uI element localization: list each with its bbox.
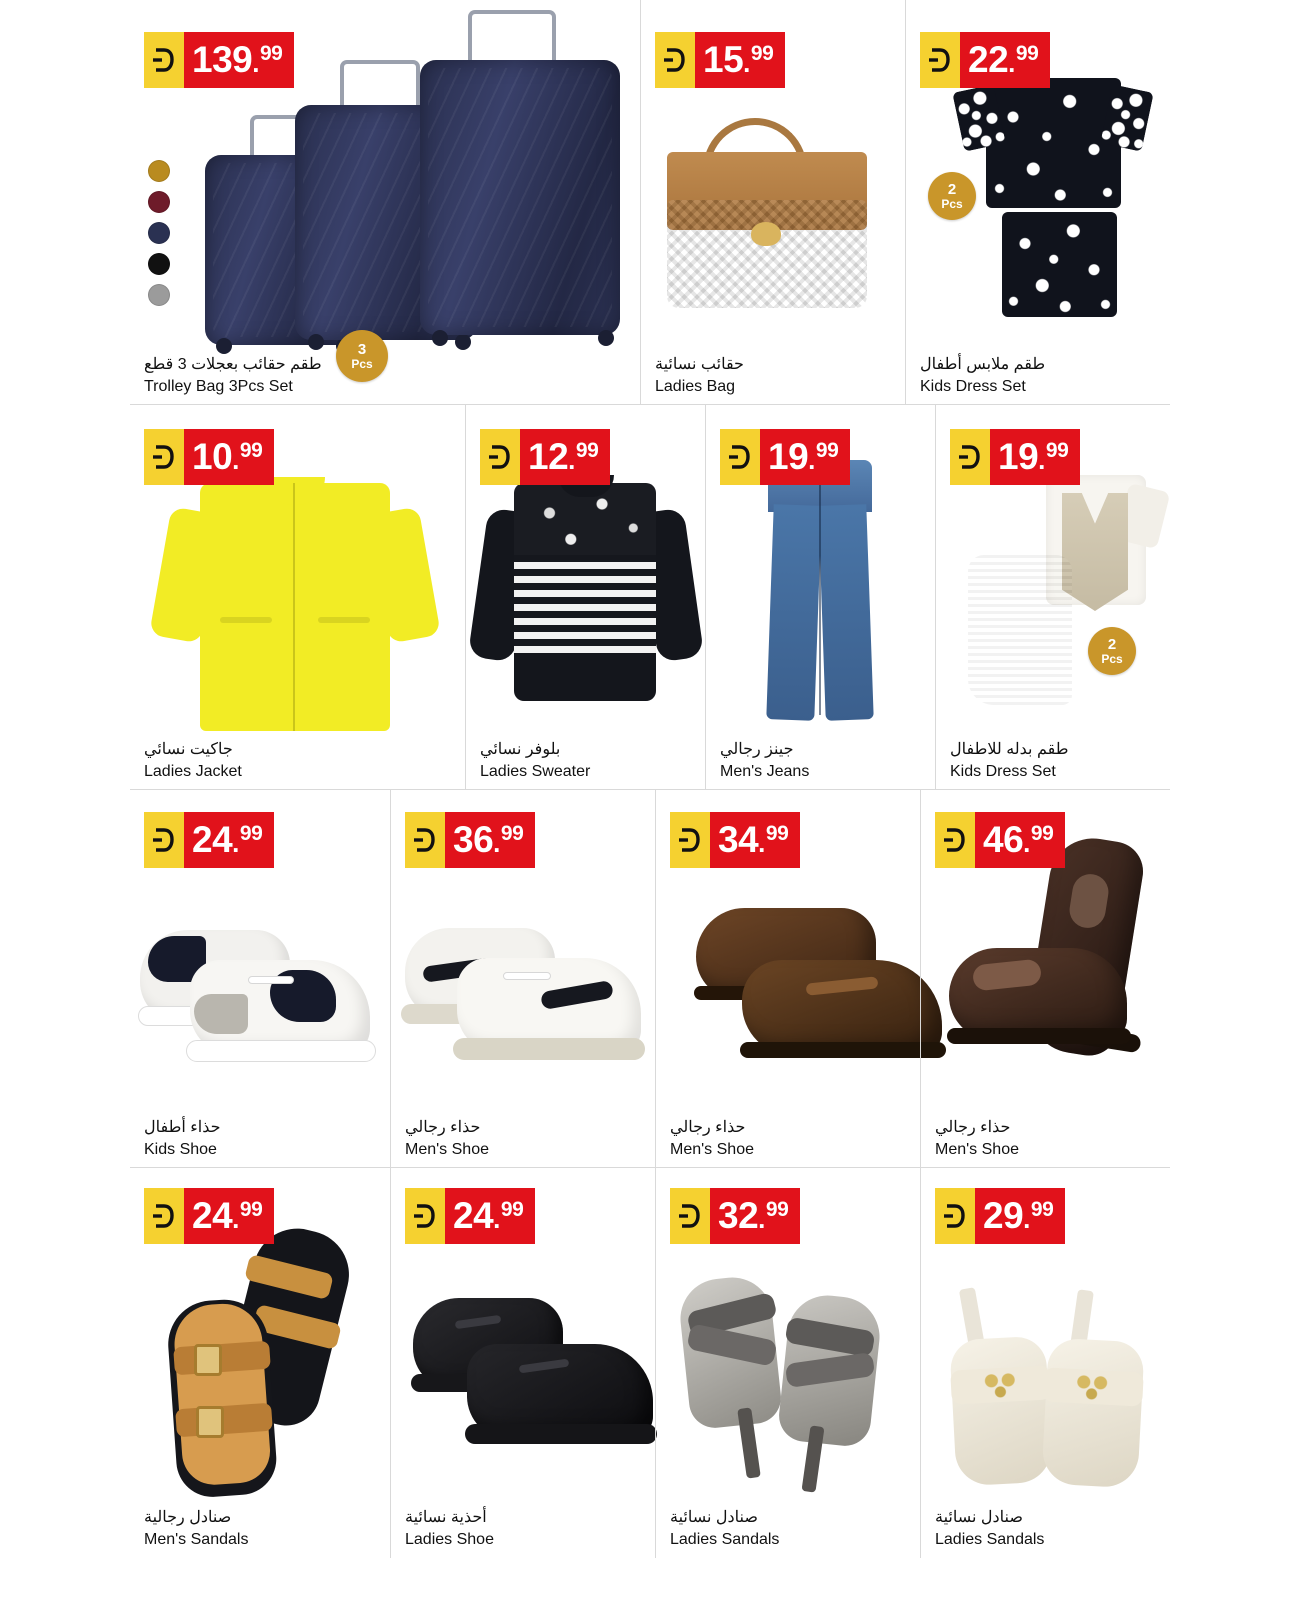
sweater-hem xyxy=(514,653,656,701)
price-tag xyxy=(144,1188,274,1244)
price-dot: . xyxy=(758,1204,765,1234)
price-dot: . xyxy=(493,1204,500,1234)
price-amount xyxy=(445,1188,535,1244)
price-dot: . xyxy=(1023,1204,1030,1234)
product-name-en: Ladies Bag xyxy=(655,378,736,395)
currency-icon xyxy=(670,1188,710,1244)
product-name-en: Ladies Sweater xyxy=(480,763,591,780)
price-tag xyxy=(144,812,274,868)
price-dot: . xyxy=(808,445,815,475)
product-card-mens-loafer[interactable] xyxy=(655,790,920,1168)
pcs-badge-label: Pcs xyxy=(1101,651,1123,666)
product-card-mens-sneaker[interactable] xyxy=(390,790,655,1168)
price-whole: 139 xyxy=(192,39,253,80)
price-tag xyxy=(480,429,610,485)
product-name-ar: صنادل نسائية xyxy=(670,1509,758,1526)
price-tag xyxy=(950,429,1080,485)
product-card-mens-sandals[interactable] xyxy=(130,1168,390,1558)
luggage-handle-large xyxy=(468,10,556,66)
bag-clasp-icon xyxy=(751,222,781,246)
currency-icon xyxy=(405,1188,445,1244)
luggage-wheel xyxy=(598,330,614,346)
price-whole: 32 xyxy=(718,1195,759,1236)
price-whole: 12 xyxy=(528,436,569,477)
jacket-front-seam xyxy=(293,483,295,731)
price-amount xyxy=(975,1188,1065,1244)
price-tag xyxy=(720,429,850,485)
currency-icon xyxy=(144,429,184,485)
swatch-black[interactable] xyxy=(148,253,170,275)
product-name-ar: طقم حقائب بعجلات 3 قطع xyxy=(144,356,322,373)
product-name-ar: صنادل نسائية xyxy=(935,1509,1023,1526)
price-tag xyxy=(935,1188,1065,1244)
price-whole: 36 xyxy=(453,819,494,860)
jeans-seam xyxy=(819,465,821,715)
price-cents: 99 xyxy=(750,42,774,65)
cream-sandal-bow-ornament-icon xyxy=(978,1365,1022,1403)
price-dot: . xyxy=(758,828,765,858)
product-labels xyxy=(706,739,935,790)
currency-icon xyxy=(144,812,184,868)
price-tag xyxy=(144,429,274,485)
product-name-ar: جاكيت نسائي xyxy=(144,741,233,758)
sneaker-front-sole xyxy=(453,1038,645,1060)
product-name-ar: جينز رجالي xyxy=(720,741,794,758)
product-name-ar: طقم ملابس أطفال xyxy=(920,356,1046,373)
price-whole: 10 xyxy=(192,436,233,477)
currency-icon xyxy=(935,1188,975,1244)
price-dot: . xyxy=(232,445,239,475)
kids-shirt xyxy=(986,78,1121,208)
product-card-kids-suit-set[interactable] xyxy=(935,405,1170,790)
price-dot: . xyxy=(493,828,500,858)
product-labels xyxy=(466,739,705,790)
product-name-en: Ladies Jacket xyxy=(144,763,242,780)
currency-icon xyxy=(720,429,760,485)
price-amount xyxy=(975,812,1065,868)
product-name-ar: طقم بدله للاطفال xyxy=(950,741,1069,758)
product-card-ladies-shoe[interactable] xyxy=(390,1168,655,1558)
product-card-kids-shoe[interactable] xyxy=(130,790,390,1168)
price-whole: 29 xyxy=(983,1195,1024,1236)
price-tag xyxy=(405,812,535,868)
price-amount xyxy=(990,429,1080,485)
product-name-en: Men's Shoe xyxy=(405,1141,489,1158)
jeans-left-leg xyxy=(766,504,821,721)
swatch-navy[interactable] xyxy=(148,222,170,244)
price-dot: . xyxy=(743,48,750,78)
luggage-wheel xyxy=(216,338,232,354)
product-name-ar: حذاء رجالي xyxy=(935,1119,1011,1136)
product-card-mens-jeans[interactable] xyxy=(705,405,935,790)
product-name-ar: حقائب نسائية xyxy=(655,356,744,373)
product-card-ladies-sandals-cream[interactable] xyxy=(920,1168,1170,1558)
sandal-tan-footbed xyxy=(172,1301,272,1487)
product-name-ar: حذاء رجالي xyxy=(670,1119,746,1136)
price-whole: 34 xyxy=(718,819,759,860)
product-name-en: Men's Jeans xyxy=(720,763,810,780)
product-labels xyxy=(936,739,1170,790)
price-dot: . xyxy=(1038,445,1045,475)
product-row xyxy=(130,1168,1170,1558)
price-cents: 99 xyxy=(239,1198,263,1221)
pcs-badge-number: 3 xyxy=(357,340,367,358)
product-name-ar: حذاء رجالي xyxy=(405,1119,481,1136)
price-cents: 99 xyxy=(1015,42,1039,65)
price-cents: 99 xyxy=(1030,822,1054,845)
sneaker-front-sole xyxy=(186,1040,376,1062)
price-whole: 22 xyxy=(968,39,1009,80)
sneaker-laces xyxy=(248,976,294,984)
jeans-right-leg xyxy=(818,504,873,721)
price-cents: 99 xyxy=(1030,1198,1054,1221)
price-whole: 24 xyxy=(192,819,233,860)
pcs-badge-label: Pcs xyxy=(941,196,963,211)
product-name-en: Kids Dress Set xyxy=(920,378,1026,395)
price-whole: 15 xyxy=(703,39,744,80)
luggage-wheel xyxy=(308,334,324,350)
price-cents: 99 xyxy=(765,1198,789,1221)
price-tag xyxy=(670,812,800,868)
kids-trousers xyxy=(968,555,1072,705)
price-whole: 19 xyxy=(768,436,809,477)
product-name-en: Men's Shoe xyxy=(935,1141,1019,1158)
price-cents: 99 xyxy=(1045,439,1069,462)
pcs-badge xyxy=(1088,627,1136,675)
product-labels xyxy=(130,1507,390,1558)
swatch-grey[interactable] xyxy=(148,284,170,306)
price-whole: 46 xyxy=(983,819,1024,860)
price-dot: . xyxy=(1023,828,1030,858)
price-tag xyxy=(920,32,1050,88)
price-tag xyxy=(655,32,785,88)
price-tag xyxy=(405,1188,535,1244)
price-dot: . xyxy=(232,828,239,858)
product-card-ladies-jacket[interactable] xyxy=(130,405,465,790)
sandal-buckle-icon xyxy=(196,1406,224,1438)
price-cents: 99 xyxy=(765,822,789,845)
price-amount xyxy=(184,812,274,868)
swatch-maroon[interactable] xyxy=(148,191,170,213)
formal-shoe-lying xyxy=(949,948,1127,1040)
product-name-en: Men's Shoe xyxy=(670,1141,754,1158)
cream-sandal-footbed xyxy=(949,1336,1053,1487)
currency-icon xyxy=(920,32,960,88)
pcs-badge-number: 2 xyxy=(947,180,957,198)
pcs-badge xyxy=(336,330,388,382)
price-tag xyxy=(935,812,1065,868)
price-amount xyxy=(184,429,274,485)
currency-icon xyxy=(935,812,975,868)
price-dot: . xyxy=(568,445,575,475)
product-row xyxy=(130,790,1170,1168)
price-amount xyxy=(710,1188,800,1244)
product-labels xyxy=(391,1117,655,1168)
product-labels xyxy=(921,1117,1170,1168)
product-labels xyxy=(921,1507,1170,1558)
price-amount xyxy=(184,32,294,88)
product-card-ladies-bag[interactable] xyxy=(640,0,905,405)
sneaker-laces xyxy=(503,972,551,980)
product-labels xyxy=(391,1507,655,1558)
price-amount xyxy=(960,32,1050,88)
price-cents: 99 xyxy=(239,822,263,845)
kids-shorts xyxy=(1002,212,1117,317)
price-amount xyxy=(520,429,610,485)
currency-icon xyxy=(144,32,184,88)
product-card-trolley-bag[interactable] xyxy=(130,0,640,405)
currency-icon xyxy=(655,32,695,88)
product-name-en: Ladies Sandals xyxy=(670,1531,780,1548)
product-name-en: Ladies Shoe xyxy=(405,1531,494,1548)
product-name-ar: حذاء أطفال xyxy=(144,1119,221,1136)
product-name-ar: بلوفر نسائي xyxy=(480,741,561,758)
price-cents: 99 xyxy=(259,42,283,65)
currency-icon xyxy=(670,812,710,868)
product-name-en: Men's Sandals xyxy=(144,1531,249,1548)
price-amount xyxy=(184,1188,274,1244)
currency-icon xyxy=(480,429,520,485)
price-amount xyxy=(710,812,800,868)
product-labels xyxy=(130,739,465,790)
jacket-pocket xyxy=(318,617,370,623)
price-cents: 99 xyxy=(500,822,524,845)
jacket-body xyxy=(200,483,390,731)
luggage-wheel xyxy=(455,334,471,350)
price-amount xyxy=(695,32,785,88)
price-amount xyxy=(445,812,535,868)
price-tag xyxy=(144,32,294,88)
product-card-ladies-sandals-silver[interactable] xyxy=(655,1168,920,1558)
jacket-pocket xyxy=(220,617,272,623)
price-dot: . xyxy=(1008,48,1015,78)
product-labels xyxy=(130,1117,390,1168)
product-card-kids-dress-set-floral[interactable] xyxy=(905,0,1170,405)
luggage-wheel xyxy=(432,330,448,346)
price-whole: 19 xyxy=(998,436,1039,477)
price-cents: 99 xyxy=(239,439,263,462)
luggage-case-large xyxy=(420,60,620,335)
product-labels xyxy=(656,1507,920,1558)
black-sneaker-front-sole xyxy=(465,1424,657,1444)
currency-icon xyxy=(950,429,990,485)
product-row xyxy=(130,405,1170,790)
bag-body xyxy=(667,200,867,308)
sweater-stripes xyxy=(514,555,656,655)
product-name-en: Trolley Bag 3Pcs Set xyxy=(144,378,293,395)
product-labels xyxy=(906,354,1170,405)
sandal-buckle-icon xyxy=(194,1344,222,1376)
product-row xyxy=(130,0,1170,405)
sneaker-front-grey-panel xyxy=(194,994,248,1034)
cream-sandal-footbed xyxy=(1041,1338,1145,1489)
product-card-mens-formal-shoe[interactable] xyxy=(920,790,1170,1168)
product-name-ar: أحذية نسائية xyxy=(405,1509,487,1526)
price-dot: . xyxy=(232,1204,239,1234)
price-whole: 24 xyxy=(453,1195,494,1236)
currency-icon xyxy=(405,812,445,868)
formal-shoe-lying-sole xyxy=(947,1028,1131,1044)
product-name-ar: صنادل رجالية xyxy=(144,1509,232,1526)
cream-sandal-bow-ornament-icon xyxy=(1070,1367,1114,1405)
price-cents: 99 xyxy=(500,1198,524,1221)
product-labels xyxy=(656,1117,920,1168)
currency-icon xyxy=(144,1188,184,1244)
product-card-ladies-sweater[interactable] xyxy=(465,405,705,790)
price-tag xyxy=(670,1188,800,1244)
pcs-badge-label: Pcs xyxy=(351,356,373,371)
product-name-en: Ladies Sandals xyxy=(935,1531,1045,1548)
pcs-badge xyxy=(928,172,976,220)
product-labels xyxy=(641,354,905,405)
product-name-en: Kids Dress Set xyxy=(950,763,1056,780)
loafer-front-sole xyxy=(740,1042,946,1058)
product-name-en: Kids Shoe xyxy=(144,1141,217,1158)
price-amount xyxy=(760,429,850,485)
price-dot: . xyxy=(252,48,259,78)
price-cents: 99 xyxy=(575,439,599,462)
color-swatches[interactable] xyxy=(148,160,170,306)
swatch-gold[interactable] xyxy=(148,160,170,182)
price-cents: 99 xyxy=(815,439,839,462)
pcs-badge-number: 2 xyxy=(1107,635,1117,653)
price-whole: 24 xyxy=(192,1195,233,1236)
